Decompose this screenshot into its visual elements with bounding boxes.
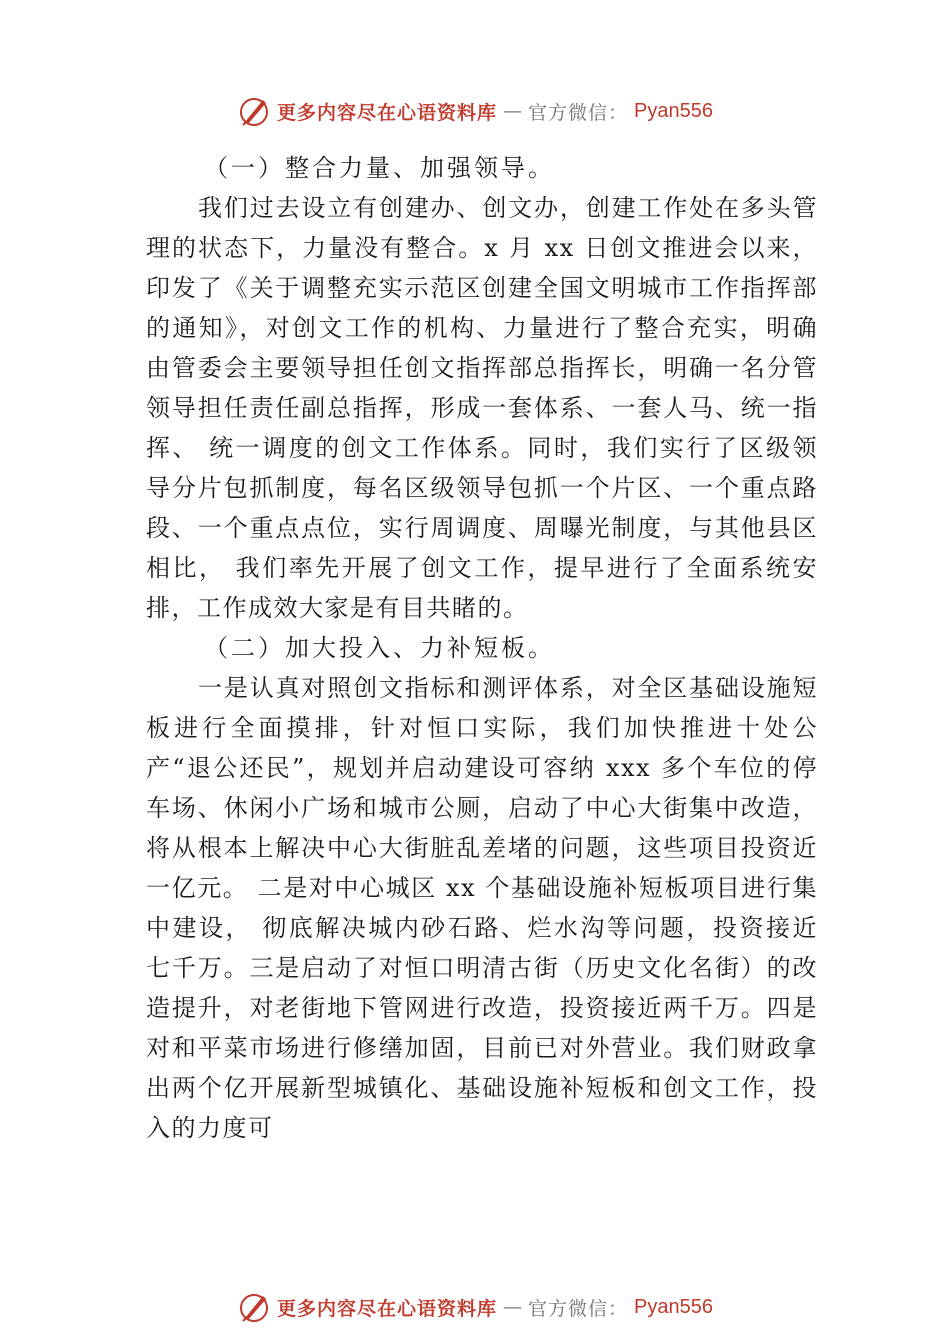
banner-wechat-label: 官方微信： bbox=[528, 1297, 629, 1320]
banner-wechat-handle: Pyan556 bbox=[634, 1295, 713, 1318]
header-banner bbox=[0, 94, 950, 128]
quill-pen-logo-icon bbox=[237, 94, 271, 128]
banner-wechat-handle: Pyan556 bbox=[634, 99, 713, 122]
banner-library-text: 更多内容尽在心语资料库 bbox=[277, 101, 498, 124]
quill-pen-logo-icon bbox=[237, 1290, 271, 1324]
section-heading-2: （二）加大投入、力补短板。 bbox=[204, 634, 555, 662]
section-paragraph-1: 我们过去设立有创建办、创文办，创建工作处在多头管理的状态下，力量没有整合。x 月 xx 日创文推进会以来，印发了《关于调整充实示范区创建全国文明城市工作指挥部的通知》，对创文工作的机构、力量进行了整合充实，明确由管委会主要领导担任创文指挥部总指挥长，明确一名分管领导担任责任副总指挥，形成一套体系、一套人马、统一指挥、 统一调度的创文工作体系。同时，我们实行了区级领导分片包抓制度，每名区级领导包抓一个片区、一个重点路段、一个重点点位，实行周调度、周曝光制度，与其他县区相比， 我们率先开展了创文工作，提早进行了全面系统安排，工作成效大家是有目共睹的。 bbox=[146, 194, 818, 622]
banner-separator: — bbox=[503, 100, 523, 122]
section-heading-1: （一）整合力量、加强领导。 bbox=[204, 154, 555, 182]
footer-banner bbox=[0, 1290, 950, 1324]
banner-library-text: 更多内容尽在心语资料库 bbox=[277, 1297, 498, 1320]
section-paragraph-2: 一是认真对照创文指标和测评体系，对全区基础设施短板进行全面摸排，针对恒口实际，我们加快推进十处公产“退公还民”，规划并启动建设可容纳 xxx 多个车位的停车场、休闲小广场和城市公厕，启动了中心大街集中改造，将从根本上解决中心大街脏乱差堵的问题，这些项目投资近一亿元。 二是对中心城区 xx 个基础设施补短板项目进行集中建设， 彻底解决城内砂石路、烂水沟等问题，投资接近七千万。三是启动了对恒口明清古街（历史文化名街）的改造提升，对老街地下管网进行改造，投资接近两千万。四是对和平菜市场进行修缮加固，目前已对外营业。我们财政拿出两个亿开展新型城镇化、基础设施补短板和创文工作，投入的力度可 bbox=[146, 674, 818, 1142]
banner-separator: — bbox=[503, 1296, 523, 1318]
banner-wechat-label: 官方微信： bbox=[528, 101, 629, 124]
document-body bbox=[146, 148, 818, 1148]
